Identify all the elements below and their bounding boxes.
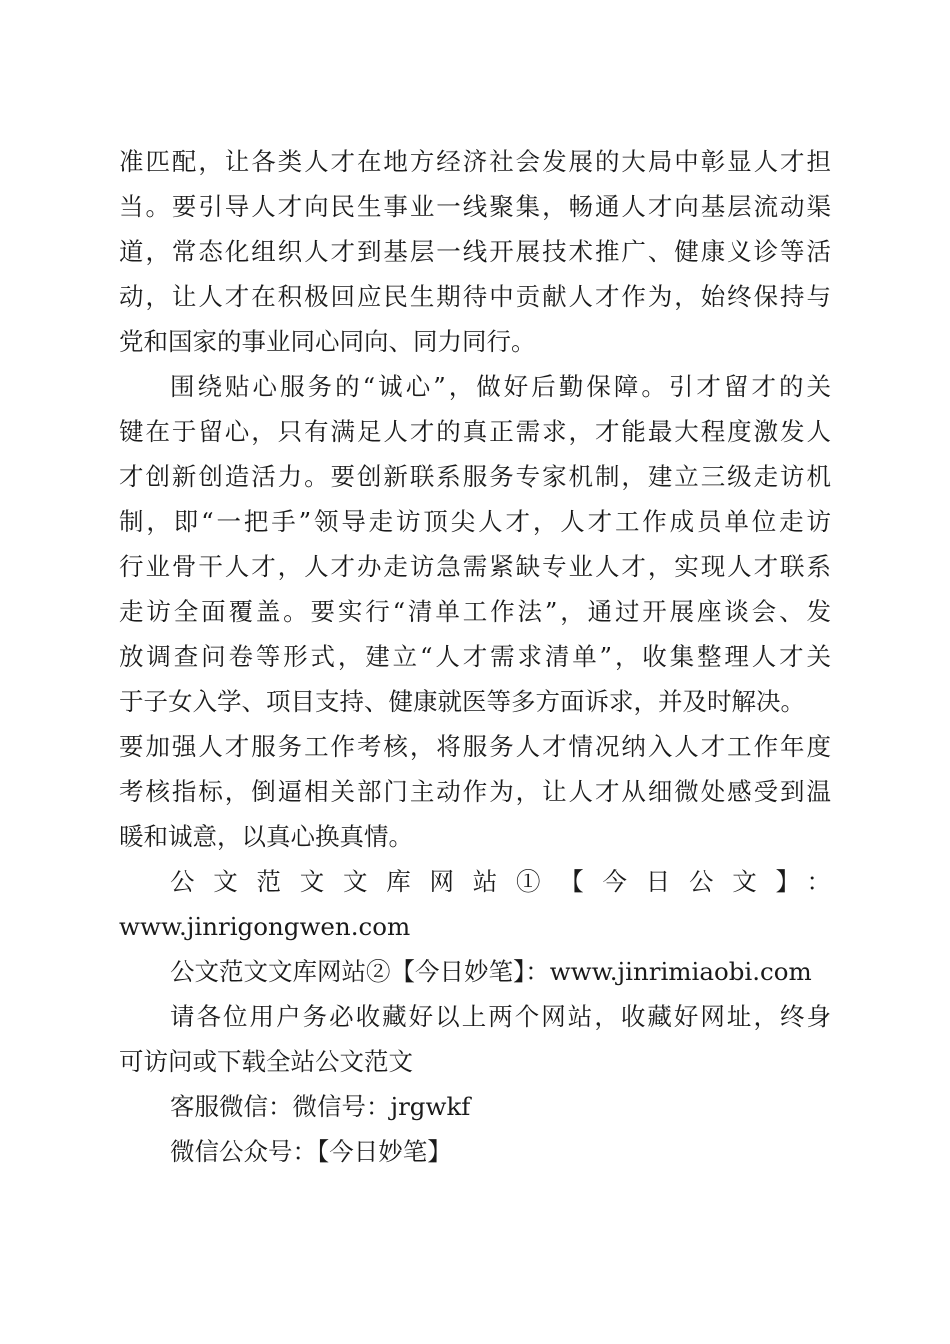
wechat-line: 客服微信：微信号：jrgwkf: [170, 1092, 471, 1121]
text-line-11: 走访全面覆盖。要实行“清单工作法”，通过开展座谈会、发: [119, 597, 831, 626]
text-line-4: 动，让人才在积极回应民生期待中贡献人才作为，始终保持与: [119, 282, 831, 311]
text-line-1: 准匹配，让各类人才在地方经济社会发展的大局中彰显人才担: [119, 147, 831, 176]
text-line-6: 围绕贴心服务的“诚心”，做好后勤保障。引才留才的关: [170, 372, 831, 401]
text-line-2: 当。要引导人才向民生事业一线聚集，畅通人才向基层流动渠: [119, 192, 831, 221]
text-line-9: 制，即“一把手”领导走访顶尖人才，人才工作成员单位走访: [119, 507, 831, 536]
notice-line-2: 可访问或下载全站公文范文: [119, 1047, 413, 1076]
text-line-12: 放调查问卷等形式，建立“人才需求清单”，收集整理人才关: [119, 642, 831, 671]
text-line-15: 考核指标，倒逼相关部门主动作为，让人才从细微处感受到温: [119, 777, 831, 806]
site-line-2: 公文范文文库网站②【今日妙笔】：www.jinrimiaobi.com: [170, 957, 812, 986]
text-line-3: 道，常态化组织人才到基层一线开展技术推广、健康义诊等活: [119, 237, 831, 266]
public-account-line: 微信公众号：【今日妙笔】: [170, 1137, 452, 1166]
text-line-14: 要加强人才服务工作考核，将服务人才情况纳入人才工作年度: [119, 732, 831, 761]
notice-line-1: 请各位用户务必收藏好以上两个网站，收藏好网址，终身: [170, 1002, 831, 1031]
text-line-13: 于子女入学、项目支持、健康就医等多方面诉求，并及时解决。: [119, 687, 805, 716]
text-line-8: 才创新创造活力。要创新联系服务专家机制，建立三级走访机: [119, 462, 831, 491]
text-line-10: 行业骨干人才，人才办走访急需紧缺专业人才，实现人才联系: [119, 552, 831, 581]
site-line-1-label: 公文范文文库网站①【今日公文】：: [170, 867, 831, 896]
text-line-16: 暖和诚意，以真心换真情。: [119, 822, 413, 851]
text-line-7: 键在于留心，只有满足人才的真正需求，才能最大程度激发人: [119, 417, 831, 446]
text-line-5: 党和国家的事业同心同向、同力同行。: [119, 327, 536, 356]
site-line-1-url: www.jinrigongwen.com: [119, 912, 411, 941]
